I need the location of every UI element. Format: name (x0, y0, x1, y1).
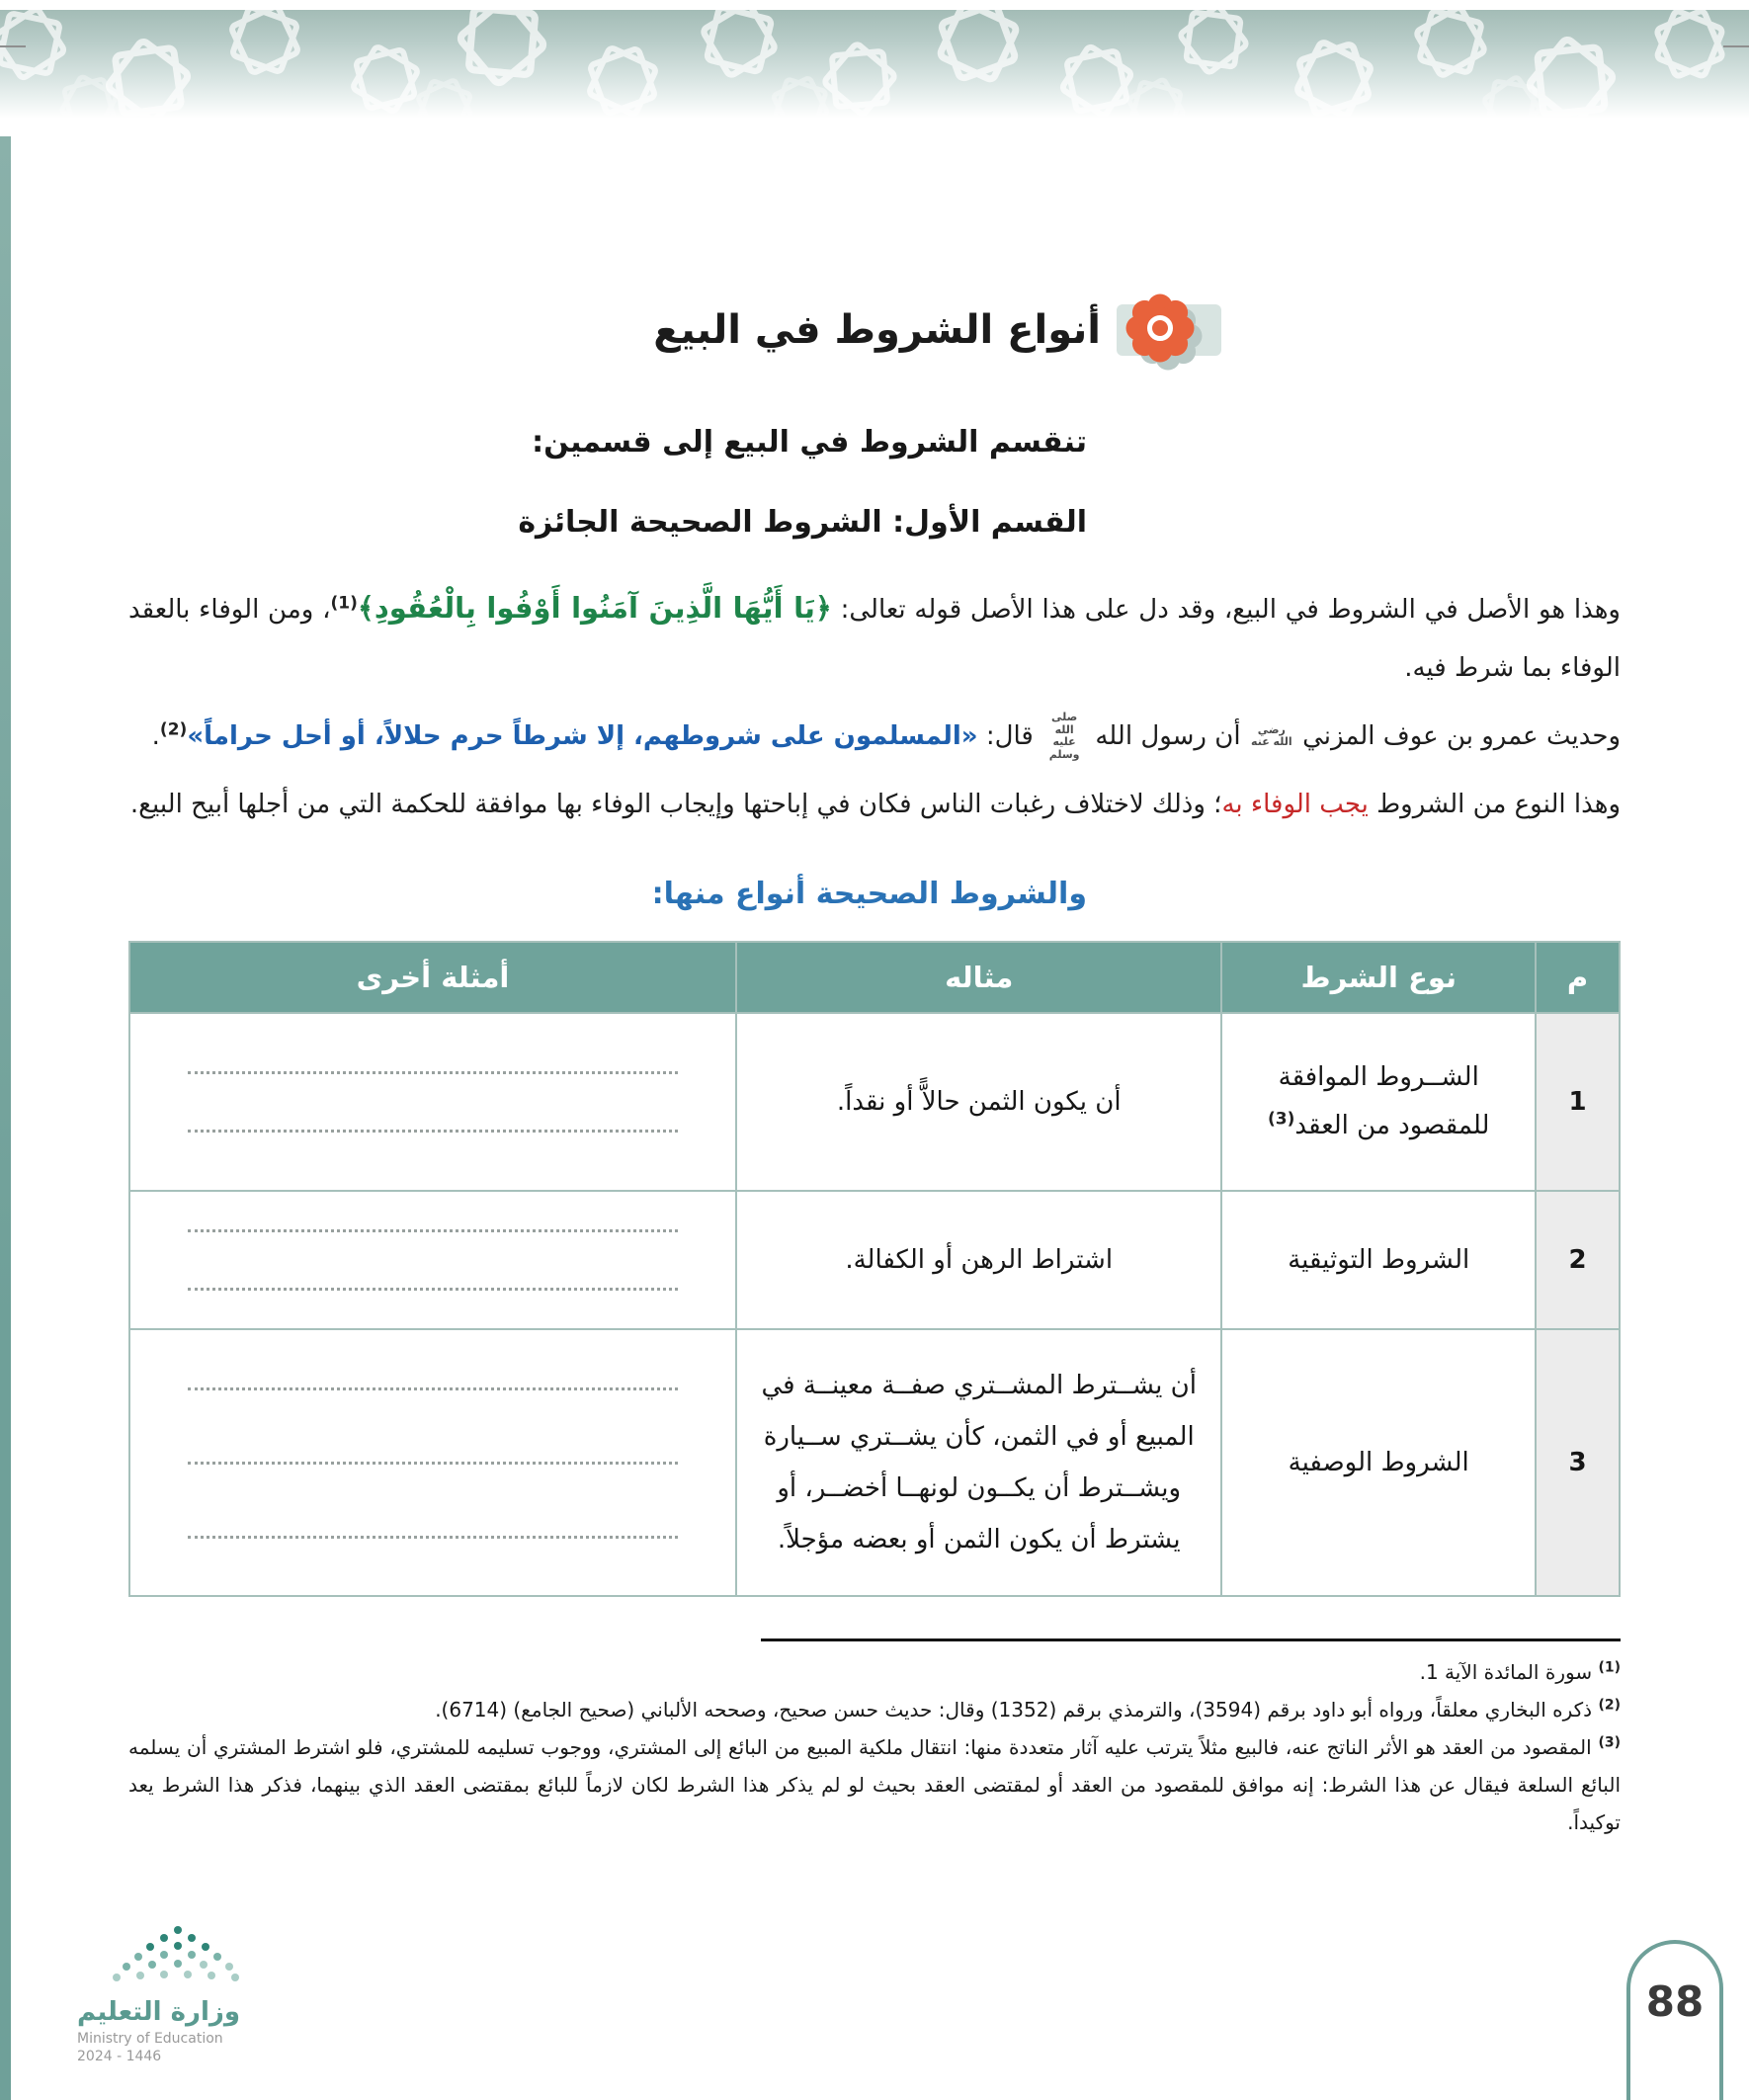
dotted-line (188, 1462, 677, 1465)
condition-example-cell: أن يشــترط المشــتري صفــة معينــة في المبيع أو في الثمن، كأن يشــتري ســيارة ويشــترط أن يكــون لونهــا أخضــر، أو يشترط أن يكون الثمن أو بعضه مؤجلاً. (736, 1329, 1221, 1596)
section-title-icon (1119, 287, 1206, 374)
header-other-examples: أمثلة أخرى (129, 942, 736, 1013)
condition-type-cell: الشروط الوصفية (1221, 1329, 1536, 1596)
row-number: 3 (1536, 1329, 1620, 1596)
flower-icon (1119, 287, 1206, 374)
paragraph-hadith (128, 709, 1621, 765)
intro-heading: تنقسم الشروط في البيع إلى قسمين: (532, 425, 1087, 460)
condition-type-cell (1221, 1013, 1536, 1191)
footnote-item (128, 1691, 1621, 1728)
footnote-text: ذكره البخاري معلقاً، ورواه أبو داود برقم (3594)، والترمذي برقم (1352) وقال: حديث حسن صحيح، وصححه الألباني (صحيح الجامع) (6714). (435, 1698, 1593, 1722)
write-in-lines (148, 1071, 717, 1133)
para3-text-after: ؛ وذلك لاختلاف رغبات الناس فكان في إباحتها وإيجاب الوفاء بها موافقة للحكمة التي من أجلها أبيح البيع. (129, 790, 1222, 820)
para2-text-before: وحديث عمرو بن عوف المزني (1293, 720, 1621, 751)
ministry-logo-icon (95, 1922, 243, 1993)
section1-heading: القسم الأول: الشروط الصحيحة الجائزة (518, 505, 1087, 540)
emphasis-red: يجب الوفاء به (1221, 790, 1369, 820)
ministry-logo-block (77, 1922, 314, 2064)
conditions-table (128, 941, 1621, 1597)
footnote-divider (761, 1638, 1621, 1641)
header-num: م (1536, 942, 1620, 1013)
write-in-lines (148, 1229, 717, 1291)
footnotes (128, 1653, 1621, 1841)
footnote-text: سورة المائدة الآية 1. (1419, 1660, 1593, 1685)
footnote-item (128, 1653, 1621, 1691)
header-type: نوع الشرط (1221, 942, 1536, 1013)
other-examples-cell (129, 1329, 736, 1596)
footnote-marker-2: (2) (159, 719, 188, 740)
write-in-lines (148, 1387, 717, 1539)
sallallahu-alayhi-wasallam-icon: صلى الله عليه وسلم (1048, 711, 1080, 762)
types-heading: والشروط الصحيحة أنواع منها: (651, 877, 1087, 912)
footnote-marker-1: (1) (330, 593, 358, 614)
table-row (129, 1329, 1620, 1596)
page-number-badge (1626, 1940, 1723, 2100)
para2-said: قال: (977, 720, 1042, 751)
dotted-line (188, 1536, 677, 1539)
table-header-row (129, 942, 1620, 1013)
hadith-text: «المسلمون على شروطهم، إلا شرطاً حرم حلالاً، أو أحل حراماً» (187, 720, 978, 751)
ministry-name-en: Ministry of Education (77, 2031, 223, 2047)
table-row (129, 1013, 1620, 1191)
condition-type-cell: الشروط التوثيقية (1221, 1191, 1536, 1329)
other-examples-cell (129, 1191, 736, 1329)
footnote-ref: (3) (1598, 1734, 1622, 1751)
row-number: 2 (1536, 1191, 1620, 1329)
table-row (129, 1191, 1620, 1329)
paragraph-quran (128, 577, 1621, 697)
para2-text-end: . (151, 720, 160, 751)
footnote-marker-3: (3) (1268, 1109, 1295, 1130)
para2-text-mid: أن رسول الله (1087, 720, 1249, 751)
page-title: أنواع الشروط في البيع (653, 307, 1101, 353)
footnote-text: المقصود من العقد هو الأثر الناتج عنه، فالبيع مثلاً يترتب عليه آثار متعددة منها: انتقال ملكية المبيع من البائع إلى المشتري، ووجوب تسليمه للمشتري، فلو اشترط المشتري أن يسلمه البائع السلعة فيقال عن هذا الشرط: إنه موافق للمقصود من العقد أو لمقتضى العقد بحيث لو لم يذكر هذا الشرط لكان لازماً للبائع بمقتضى العقد الذي بينهما، فذكر هذا الشرط يعد توكيداً. (128, 1735, 1621, 1835)
para1-text-after: ، ومن الوفاء بالعقد الوفاء بما شرط فيه. (128, 595, 1621, 683)
condition-type-text: الشــروط الموافقة للمقصود من العقد (1278, 1061, 1490, 1141)
para1-text-before: وهذا هو الأصل في الشروط في البيع، وقد دل على هذا الأصل قوله تعالى: (831, 595, 1621, 625)
other-examples-cell (129, 1013, 736, 1191)
ministry-name-ar: وزارة التعليم (77, 1997, 240, 2027)
footnote-ref: (2) (1598, 1697, 1621, 1714)
dotted-line (188, 1387, 677, 1390)
footnote-ref: (1) (1598, 1659, 1621, 1676)
radiallahu-anhu-icon: رضي الله عنه (1251, 722, 1292, 749)
condition-example-cell: اشتراط الرهن أو الكفالة. (736, 1191, 1221, 1329)
page-number: 88 (1645, 1977, 1705, 2026)
row-number: 1 (1536, 1013, 1620, 1191)
dotted-line (188, 1071, 677, 1074)
quran-verse: ﴿يَا أَيُّهَا الَّذِينَ آمَنُوا أَوْفُوا بِالْعُقُودِ﴾ (357, 591, 832, 625)
dotted-line (188, 1229, 677, 1232)
condition-example-cell: أن يكون الثمن حالاًّ أو نقداً. (736, 1013, 1221, 1191)
dotted-line (188, 1130, 677, 1133)
header-example: مثاله (736, 942, 1221, 1013)
paragraph-ruling (128, 777, 1621, 833)
dotted-line (188, 1288, 677, 1291)
section-title-row (128, 287, 1206, 374)
para3-text-before: وهذا النوع من الشروط (1368, 790, 1621, 820)
edition-years: 2024 - 1446 (77, 2049, 162, 2064)
footnote-item (128, 1728, 1621, 1841)
